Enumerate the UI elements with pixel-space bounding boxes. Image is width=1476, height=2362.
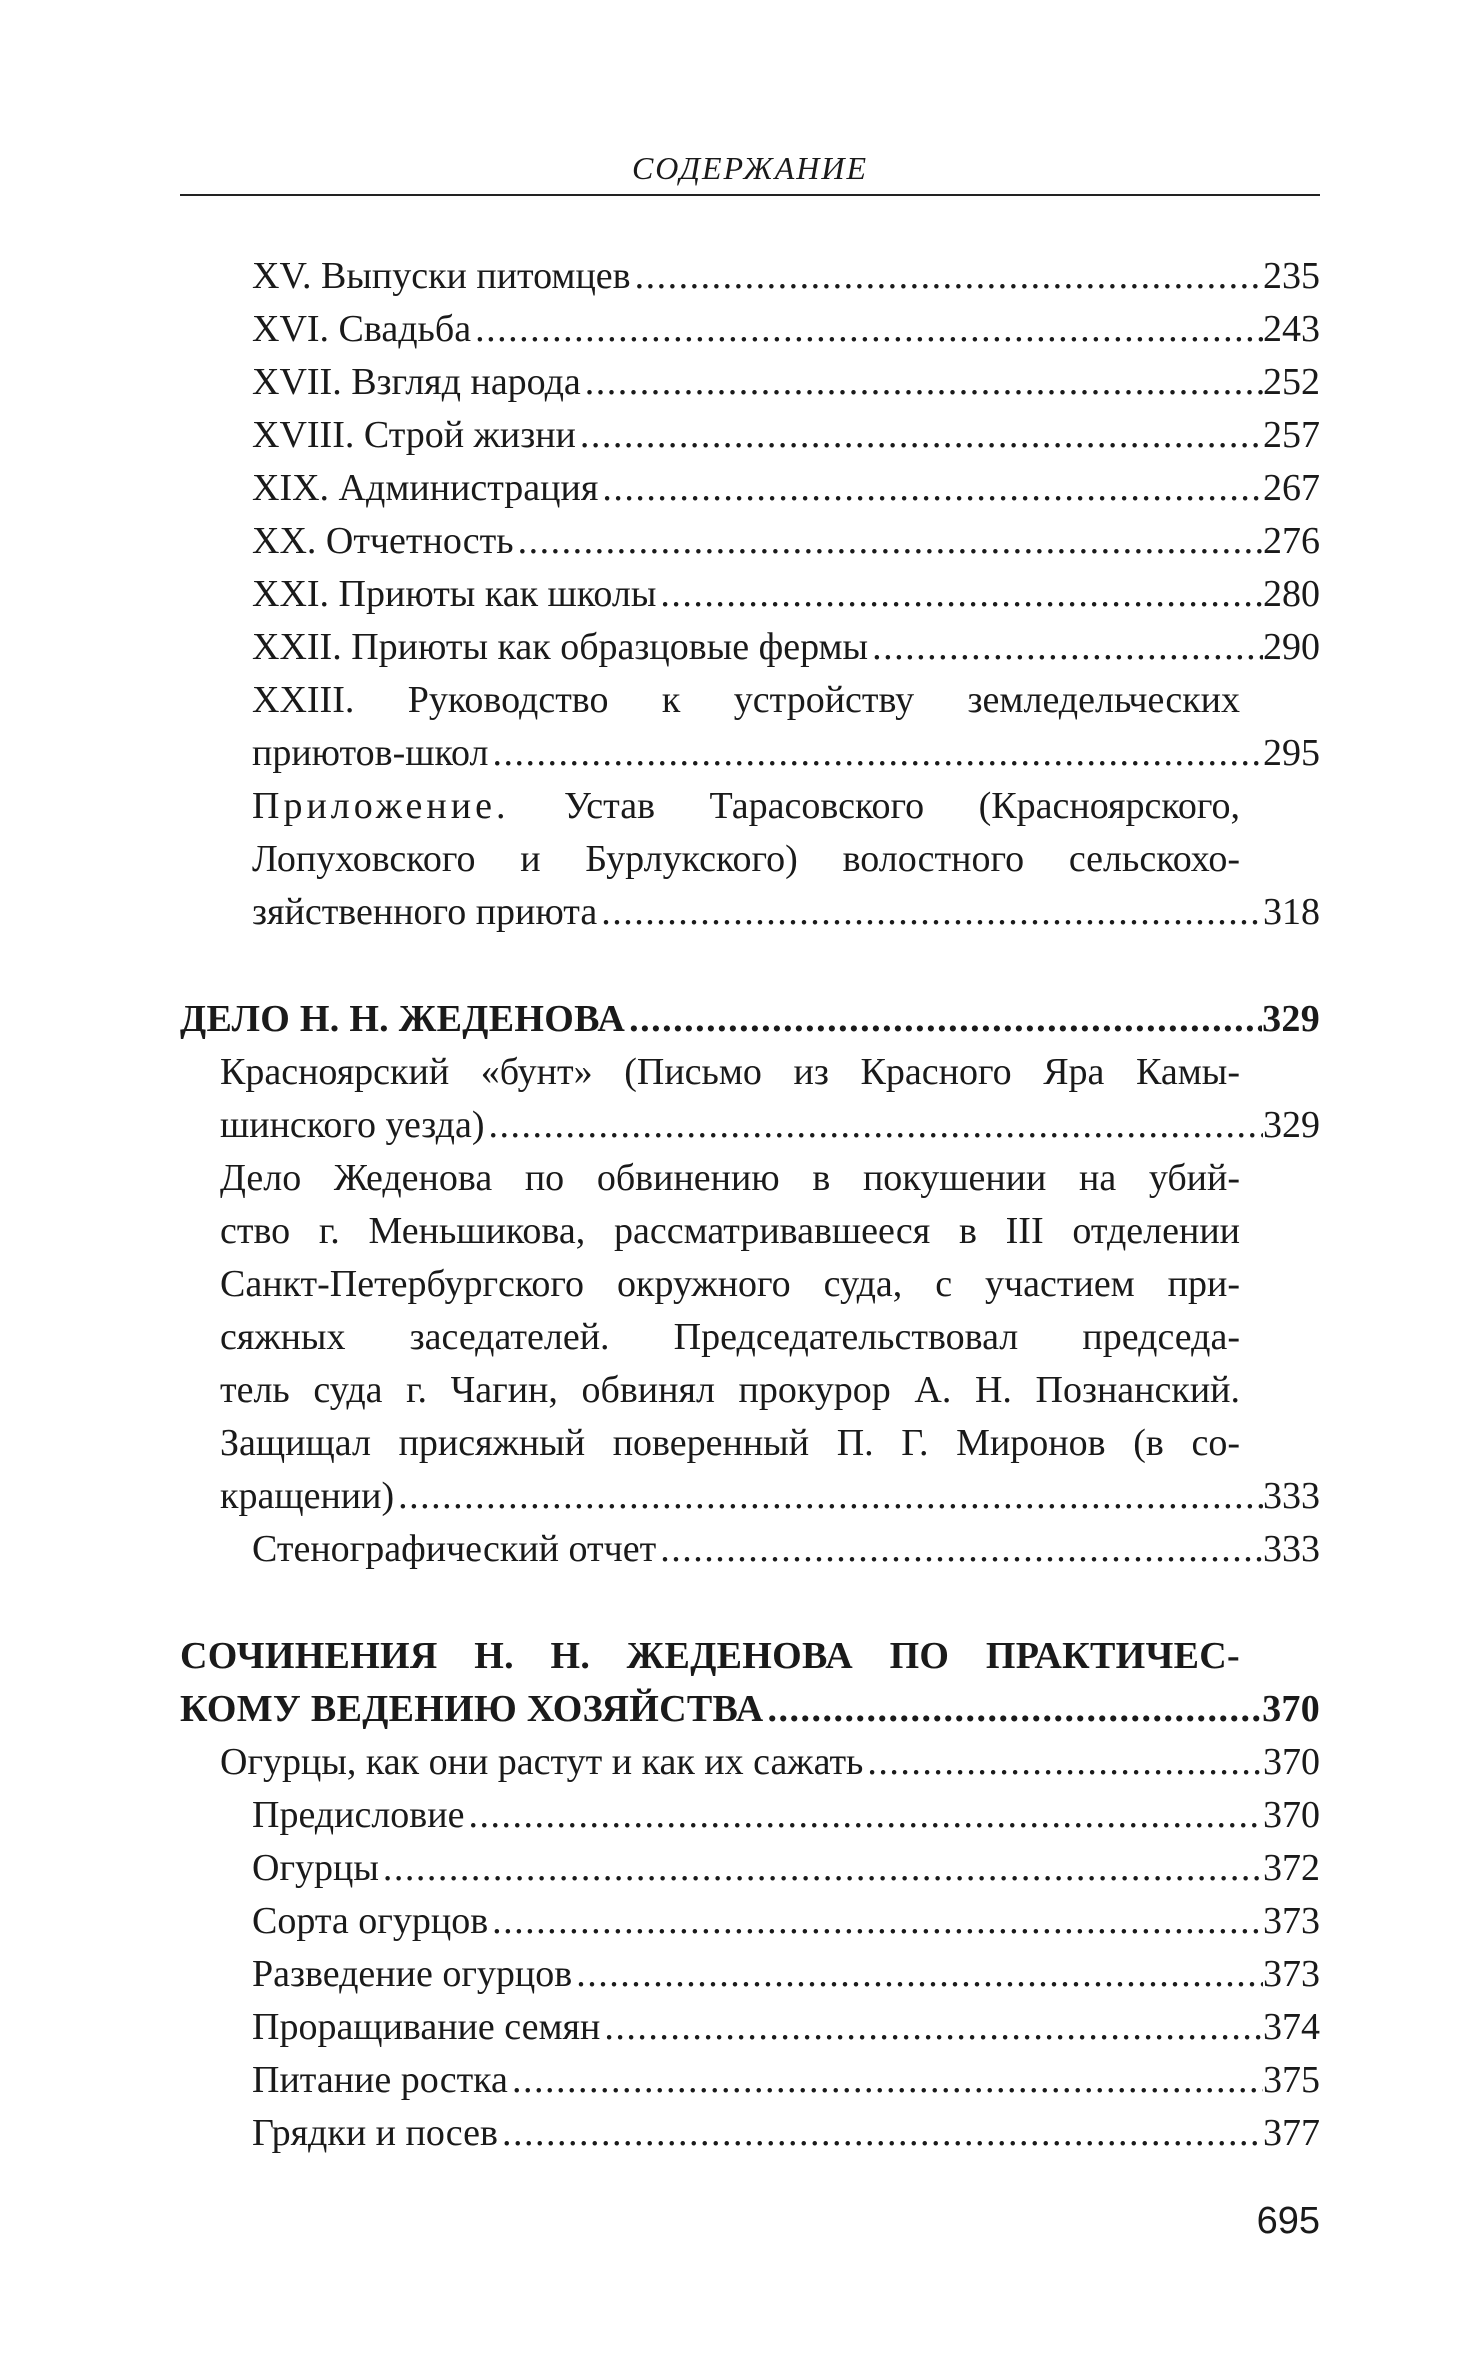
leader-dots [488, 1895, 1263, 1948]
toc-section-heading-line: СОЧИНЕНИЯ Н. Н. ЖЕДЕНОВА ПО ПРАКТИЧЕС- [180, 1635, 1240, 1677]
leader-dots [498, 2107, 1263, 2160]
leader-dots [631, 250, 1263, 303]
toc-entry-line: тель суда г. Чагин, обвинял прокурор А. Н. Познанский. [220, 1369, 1240, 1411]
toc-entry-title: Питание ростка [252, 2059, 508, 2101]
toc-entry-title: XXI. Приюты как школы [252, 573, 657, 615]
toc-entry [180, 2001, 1320, 2054]
toc-entry-page: 235 [1263, 255, 1320, 297]
toc-entry [180, 568, 1320, 621]
appendix-label: Приложение. [252, 785, 510, 827]
toc-entry-title: Грядки и посев [252, 2112, 498, 2154]
toc-entry-page: 267 [1263, 467, 1320, 509]
leader-dots [489, 727, 1263, 780]
toc-entry [180, 250, 1320, 303]
toc-entry-title: Огурцы [252, 1847, 379, 1889]
toc-entry-page: 257 [1263, 414, 1320, 456]
table-of-contents [180, 250, 1320, 2160]
toc-entry-title: Огурцы, как они растут и как их сажать [220, 1741, 864, 1783]
toc-entry-line: Красноярский «бунт» (Письмо из Красного Яра Камы- [220, 1051, 1240, 1093]
leader-dots [581, 356, 1263, 409]
toc-entry-title: XIX. Администрация [252, 467, 599, 509]
toc-entry-page: 280 [1263, 573, 1320, 615]
toc-entry [180, 1470, 1320, 1523]
toc-entry-title: кращении) [220, 1475, 395, 1517]
toc-entry-page: 333 [1263, 1528, 1320, 1570]
toc-entry [180, 1099, 1320, 1152]
toc-entry-title: Предисловие [252, 1794, 465, 1836]
toc-entry-title: XVI. Свадьба [252, 308, 472, 350]
toc-entry [180, 515, 1320, 568]
leader-dots [600, 2001, 1263, 2054]
toc-entry [180, 462, 1320, 515]
toc-entry-page: 243 [1263, 308, 1320, 350]
toc-section-zhedenov-case [180, 993, 1320, 1576]
toc-entry [180, 1948, 1320, 2001]
toc-entry [180, 2107, 1320, 2160]
toc-entry-line: XXIII. Руководство к устройству земледельческих [252, 679, 1240, 721]
toc-entry [180, 1736, 1320, 1789]
toc-entry [180, 727, 1320, 780]
toc-entry-page: 373 [1263, 1953, 1320, 1995]
leader-dots [868, 621, 1263, 674]
appendix-text: Устав Тарасовского (Красноярского, [563, 785, 1241, 827]
leader-dots [763, 1683, 1262, 1736]
header-rule [180, 194, 1320, 196]
toc-appendix-line [180, 780, 1320, 833]
leader-dots [863, 1736, 1263, 1789]
toc-entry-page: 370 [1263, 1741, 1320, 1783]
leader-dots [514, 515, 1263, 568]
toc-entry-title: шинского уезда) [220, 1104, 485, 1146]
toc-section-heading [180, 993, 1320, 1046]
leader-dots [508, 2054, 1263, 2107]
leader-dots [484, 1099, 1263, 1152]
toc-entry-title: приютов-школ [252, 732, 489, 774]
toc-entry-page: 329 [1263, 1104, 1320, 1146]
toc-entry-page: 375 [1263, 2059, 1320, 2101]
leader-dots [464, 1789, 1263, 1842]
leader-dots [394, 1470, 1263, 1523]
toc-entry [180, 409, 1320, 462]
toc-entry-title: XX. Отчетность [252, 520, 514, 562]
leader-dots [471, 303, 1263, 356]
toc-entry [180, 1789, 1320, 1842]
toc-entry-page: 372 [1263, 1847, 1320, 1889]
toc-entry-title: Проращивание семян [252, 2006, 601, 2048]
toc-entry-title: XVIII. Строй жизни [252, 414, 576, 456]
leader-dots [597, 886, 1263, 939]
toc-block-chapters [180, 250, 1320, 939]
toc-entry-title: XXII. Приюты как образцовые фермы [252, 626, 869, 668]
section-title: ДЕЛО Н. Н. ЖЕДЕНОВА [180, 998, 626, 1040]
toc-entry [180, 2054, 1320, 2107]
section-page: 329 [1262, 998, 1320, 1040]
toc-section-works [180, 1630, 1320, 2160]
toc-entry-page: 377 [1263, 2112, 1320, 2154]
toc-entry-page: 373 [1263, 1900, 1320, 1942]
toc-entry-line: Защищал присяжный поверенный П. Г. Миронов (в со- [220, 1422, 1240, 1464]
leader-dots [625, 993, 1262, 1046]
running-head: СОДЕРЖАНИЕ [631, 150, 869, 186]
leader-dots [598, 462, 1263, 515]
leader-dots [572, 1948, 1263, 2001]
toc-entry [180, 621, 1320, 674]
toc-entry-page: 374 [1263, 2006, 1320, 2048]
toc-entry-title: XV. Выпуски питомцев [252, 255, 631, 297]
spacer [180, 939, 1320, 993]
toc-appendix-line: Лопуховского и Бурлукского) волостного сельскохо- [252, 838, 1240, 880]
spacer [180, 1576, 1320, 1630]
leader-dots [656, 1523, 1263, 1576]
section-title: КОМУ ВЕДЕНИЮ ХОЗЯЙСТВА [180, 1688, 764, 1730]
toc-entry-line: Санкт-Петербургского окружного суда, с участием при- [220, 1263, 1240, 1305]
leader-dots [576, 409, 1263, 462]
leader-dots [656, 568, 1263, 621]
leader-dots [379, 1842, 1263, 1895]
section-page: 370 [1262, 1688, 1320, 1730]
toc-entry-page: 290 [1263, 626, 1320, 668]
toc-entry-page: 252 [1263, 361, 1320, 403]
toc-entry-page: 318 [1263, 891, 1320, 933]
toc-entry-line: ство г. Меньшикова, рассматривавшееся в III отделении [220, 1210, 1240, 1252]
toc-entry-page: 333 [1263, 1475, 1320, 1517]
toc-entry-title: зяйственного приюта [252, 891, 598, 933]
toc-entry-title: Стенографический отчет [252, 1528, 657, 1570]
toc-entry [180, 1523, 1320, 1576]
toc-entry [180, 1895, 1320, 1948]
toc-entry [180, 886, 1320, 939]
toc-entry-line: сяжных заседателей. Председательствовал председа- [220, 1316, 1240, 1358]
toc-entry [180, 1842, 1320, 1895]
toc-entry-line: Дело Жеденова по обвинению в покушении на убий- [220, 1157, 1240, 1199]
page-number: 695 [1256, 2200, 1320, 2242]
toc-entry-title: Разведение огурцов [252, 1953, 573, 1995]
toc-entry [180, 356, 1320, 409]
toc-entry [180, 303, 1320, 356]
toc-entry-title: Сорта огурцов [252, 1900, 489, 1942]
toc-entry-page: 276 [1263, 520, 1320, 562]
toc-entry-page: 295 [1263, 732, 1320, 774]
toc-section-heading [180, 1683, 1320, 1736]
toc-entry-page: 370 [1263, 1794, 1320, 1836]
toc-entry-title: XVII. Взгляд народа [252, 361, 581, 403]
